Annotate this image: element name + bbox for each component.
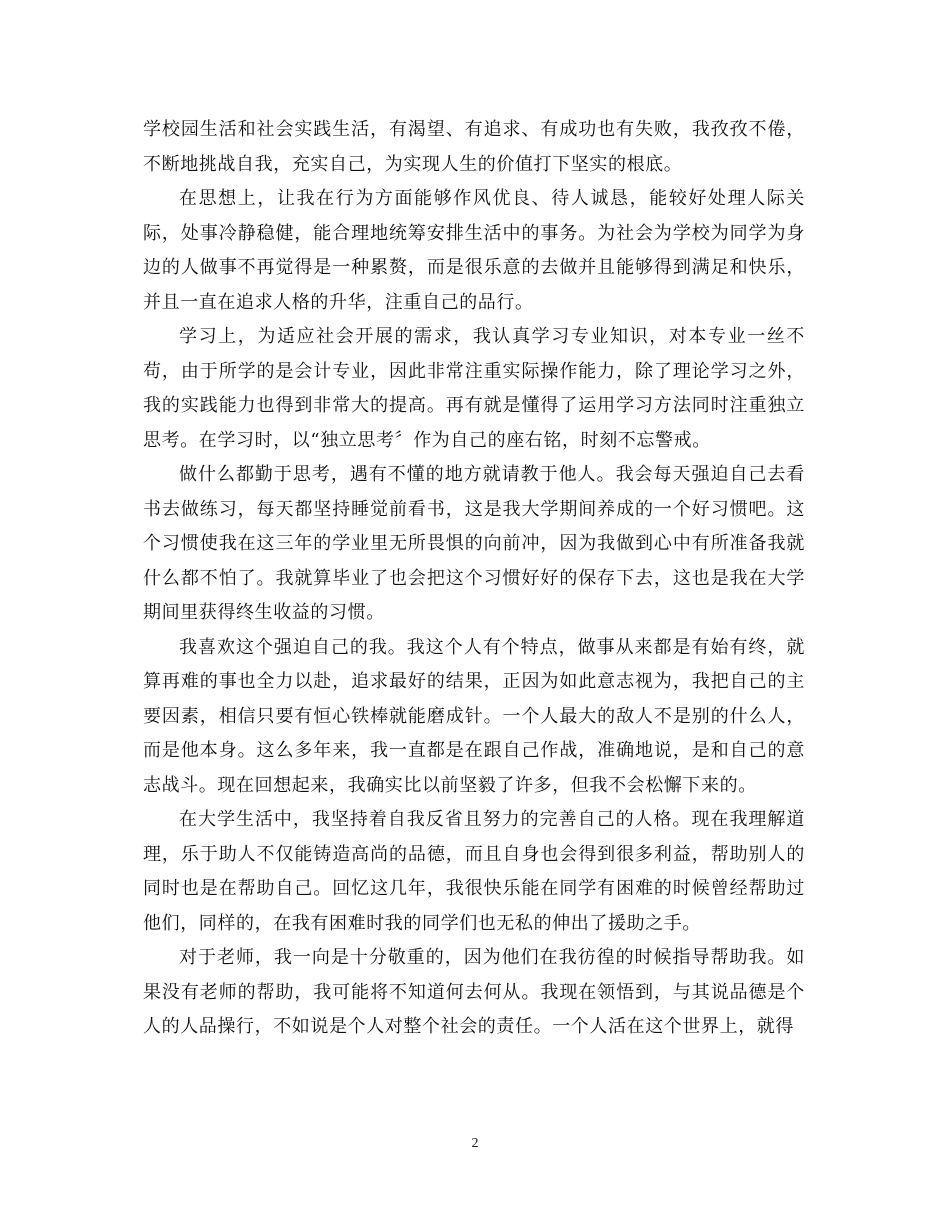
paragraph-thought: 在思想上，让我在行为方面能够作风优良、待人诚恳，能较好处理人际关际，处事冷静稳健，能合理地统筹安排生活中的事务。为社会为学校为同学为身边的人做事不再觉得是一种累赘，而是很乐意的去做并且能够得到满足和快乐，并且一直在追求人格的升华，注重自己的品行。 xyxy=(143,188,805,313)
paragraph-self-discipline: 我喜欢这个强迫自己的我。我这个人有个特点，做事从来都是有始有终，就算再难的事也全力以赴，追求最好的结果，正因为如此意志视为，我把自己的主要因素，相信只要有恒心铁棒就能磨成针。一个人最大的敌人不是别的什么人，而是他本身。这么多年来，我一直都是在跟自己作战，准确地说，是和自己的意志战斗。现在回想起来，我确实比以前坚毅了许多，但我不会松懈下来的。 xyxy=(143,636,805,796)
paragraph-teachers: 对于老师，我一向是十分敬重的，因为他们在我彷徨的时候指导帮助我。如果没有老师的帮助，我可能将不知道何去何从。我现在领悟到，与其说品德是个人的人品操行，不如说是个人对整个社会的责任。一个人活在这个世界上，就得 xyxy=(143,947,805,1037)
page-number: 2 xyxy=(471,1136,479,1151)
document-body xyxy=(143,113,805,1045)
paragraph-study: 学习上，为适应社会开展的需求，我认真学习专业知识，对本专业一丝不苟，由于所学的是会计专业，因此非常注重实际操作能力，除了理论学习之外，我的实践能力也得到非常大的提高。再有就是懂得了运用学习方法同时注重独立思考。在学习时，以“独立思考〞作为自己的座右铭，时刻不忘警戒。 xyxy=(143,326,805,451)
paragraph-character: 在大学生活中，我坚持着自我反省且努力的完善自己的人格。现在我理解道理，乐于助人不仅能铸造高尚的品德，而且自身也会得到很多利益，帮助别人的同时也是在帮助自己。回忆这几年，我很快乐能在同学有困难的时候曾经帮助过他们，同样的，在我有困难时我的同学们也无私的伸出了援助之手。 xyxy=(143,809,805,934)
paragraph-continuation: 学校园生活和社会实践生活，有渴望、有追求、有成功也有失败，我孜孜不倦，不断地挑战自我，充实自己，为实现人生的价值打下坚实的根底。 xyxy=(143,119,805,175)
paragraph-habits: 做什么都勤于思考，遇有不懂的地方就请教于他人。我会每天强迫自己去看书去做练习，每天都坚持睡觉前看书，这是我大学期间养成的一个好习惯吧。这个习惯使我在这三年的学业里无所畏惧的向前冲，因为我做到心中有所准备我就什么都不怕了。我就算毕业了也会把这个习惯好好的保存下去，这也是我在大学期间里获得终生收益的习惯。 xyxy=(143,464,805,623)
